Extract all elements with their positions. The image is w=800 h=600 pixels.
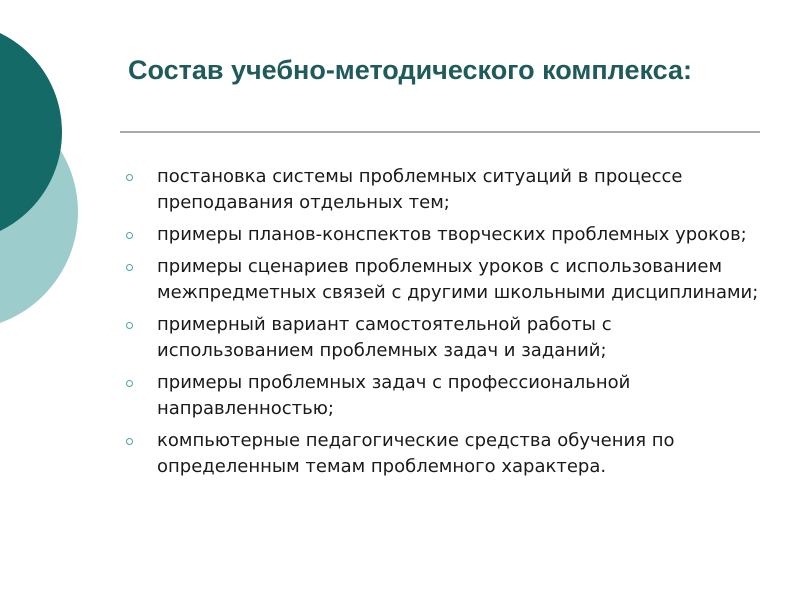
circle-bullet-icon bbox=[126, 264, 133, 271]
dark-teal-circle bbox=[0, 22, 62, 242]
list-item-text: примеры планов-конспектов творческих проблемных уроков; bbox=[157, 224, 747, 245]
list-item bbox=[122, 164, 762, 216]
list-item bbox=[122, 428, 762, 480]
circle-bullet-icon bbox=[126, 322, 133, 329]
list-item bbox=[122, 222, 762, 248]
list-item bbox=[122, 370, 762, 422]
list-item bbox=[122, 312, 762, 364]
circle-bullet-icon bbox=[126, 380, 133, 387]
circle-bullet-icon bbox=[126, 174, 133, 181]
list-item-text: примерный вариант самостоятельной работы с использованием проблемных задач и заданий; bbox=[157, 314, 612, 361]
decorative-circles bbox=[0, 0, 120, 600]
light-teal-circle bbox=[0, 94, 78, 330]
bullet-list bbox=[122, 164, 762, 486]
list-item-text: примеры сценариев проблемных уроков с использованием межпредметных связей с другими школьными дисциплинами; bbox=[157, 256, 759, 303]
circle-bullet-icon bbox=[126, 438, 133, 445]
slide-title: Состав учебно-методического комплекса: bbox=[128, 55, 692, 85]
circle-bullet-icon bbox=[126, 232, 133, 239]
list-item-text: постановка системы проблемных ситуаций в процессе преподавания отдельных тем; bbox=[157, 166, 683, 213]
list-item-text: примеры проблемных задач с профессиональной направленностью; bbox=[157, 372, 631, 419]
title-divider bbox=[120, 131, 760, 133]
list-item bbox=[122, 254, 762, 306]
list-item-text: компьютерные педагогические средства обучения по определенным темам проблемного характера. bbox=[157, 430, 675, 477]
